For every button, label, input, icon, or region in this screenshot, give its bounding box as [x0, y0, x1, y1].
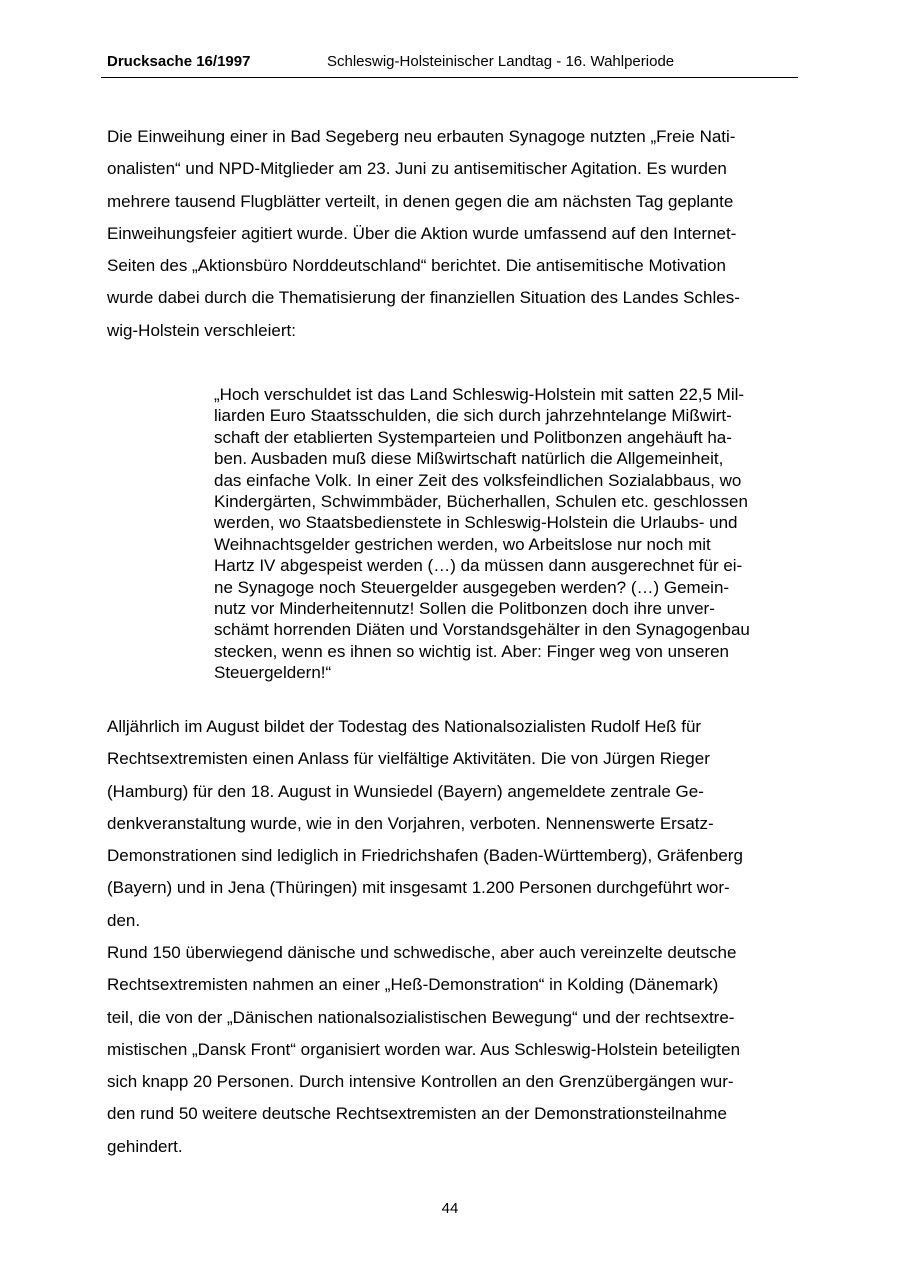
page-number: 44 [441, 1200, 459, 1217]
paragraph-kolding-demonstration: Rund 150 überwiegend dänische und schwedische, aber auch vereinzelte deutsche Rechtsextremisten nahmen an einer „Heß-Demonstration“ in Kolding (Dänemark) teil, die von der „Dänischen nationalsozialistischen Bewegung“ und der rechtsextre- mistischen „Dansk Front“ organisiert worden war. Aus Schleswig-Holstein beteiligten sich knapp 20 Personen. Durch intensive Kontrollen an den Grenzübergängen wur- den rund 50 weitere deutsche Rechtsextremisten an der Demonstrationsteilnahme gehindert. [107, 943, 741, 1156]
landtag-title: Schleswig-Holsteinischer Landtag - 16. Wahlperiode [327, 53, 675, 70]
paragraph-synagogue: Die Einweihung einer in Bad Segeberg neu erbauten Synagoge nutzten „Freie Nati- onalisten“ und NPD-Mitglieder am 23. Juni zu antisemitischer Agitation. Es wurden mehrere tausend Flugblätter verteilt, in denen gegen die am nächsten Tag geplante Einweihungsfeier agitiert wurde. Über die Aktion wurde umfassend auf den Internet- Seiten des „Aktionsbüro Norddeutschland“ berichtet. Die antisemitische Motivation wurde dabei durch die Thematisierung der finanziellen Situation des Landes Schles- wig-Holstein verschleiert: [107, 127, 740, 340]
document-number: Drucksache 16/1997 [107, 53, 251, 70]
paragraph-hess-memorial: Alljährlich im August bildet der Todestag des Nationalsozialisten Rudolf Heß für Rechtsextremisten einen Anlass für vielfältige Aktivitäten. Die von Jürgen Rieger (Hamburg) für den 18. August in Wunsiedel (Bayern) angemeldete zentrale Ge- denkveranstaltung wurde, wie in den Vorjahren, verboten. Nennenswerte Ersatz- Demonstrationen sind lediglich in Friedrichshafen (Baden-Württemberg), Gräfenberg (Bayern) und in Jena (Thüringen) mit insgesamt 1.200 Personen durchgeführt wor- den. [107, 717, 743, 930]
block-quote: „Hoch verschuldet ist das Land Schleswig-Holstein mit satten 22,5 Mil- liarden Euro Staatsschulden, die sich durch jahrzehntelange Mißwirt- schaft der etablierten Systemparteien und Politbonzen angehäuft ha- ben. Ausbaden muß diese Mißwirtschaft natürlich die Allgemeinheit, das einfache Volk. In einer Zeit des volksfeindlichen Sozialabbaus, wo Kindergärten, Schwimmbäder, Bücherhallen, Schulen etc. geschlossen werden, wo Staatsbedienstete in Schleswig-Holstein die Urlaubs- und Weihnachtsgelder gestrichen werden, wo Arbeitslose nur noch mit Hartz IV abgespeist werden (…) da müssen dann ausgerechnet für ei- ne Synagoge noch Steuergelder ausgegeben werden? (…) Gemein- nutz vor Minderheitennutz! Sollen die Politbonzen doch ihre unver- schämt horrenden Diäten und Vorstandsgehälter in den Synagogenbau stecken, wenn es ihnen so wichtig ist. Aber: Finger weg von unseren Steuergeldern!“ [214, 385, 750, 683]
page-header [101, 50, 798, 78]
